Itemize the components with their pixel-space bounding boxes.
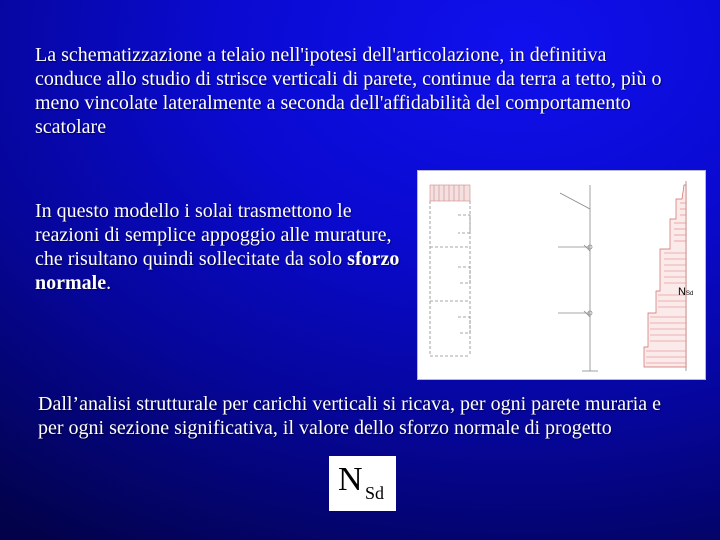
- wall-elevation: [430, 185, 470, 356]
- diagram-label-n: N: [678, 286, 686, 298]
- structural-scheme: [558, 185, 598, 371]
- analysis-paragraph: Dall’analisi strutturale per carichi verticali si ricava, per ogni parete muraria e per ogni sezione significativa, il valore dello sforzo normale di progetto: [38, 393, 662, 439]
- model-text: In questo modello i solai trasmettono le reazioni di semplice appoggio alle murature, che risultano quindi sollecitate da solo: [35, 200, 392, 270]
- model-paragraph: [35, 199, 410, 295]
- model-text-end: .: [106, 272, 112, 294]
- axial-force-diagram: [644, 181, 693, 371]
- nsd-symbol: [329, 456, 396, 511]
- sforzo-normale-emphasis: sforzo normale: [35, 248, 400, 294]
- nsd-main: N: [338, 461, 363, 498]
- diagram-label-sub: Sd: [686, 291, 694, 297]
- intro-paragraph: La schematizzazione a telaio nell'ipotesi dell'articolazione, in definitiva conduce allo studio di strisce verticali di parete, continue da terra a tetto, più o meno vincolate lateralmente a seconda dell'affidabilità del comportamento scatolare: [35, 44, 662, 138]
- nsd-subscript: Sd: [365, 483, 385, 503]
- wall-strip-diagram: [417, 170, 706, 380]
- wall-strip-drawing: [418, 171, 705, 379]
